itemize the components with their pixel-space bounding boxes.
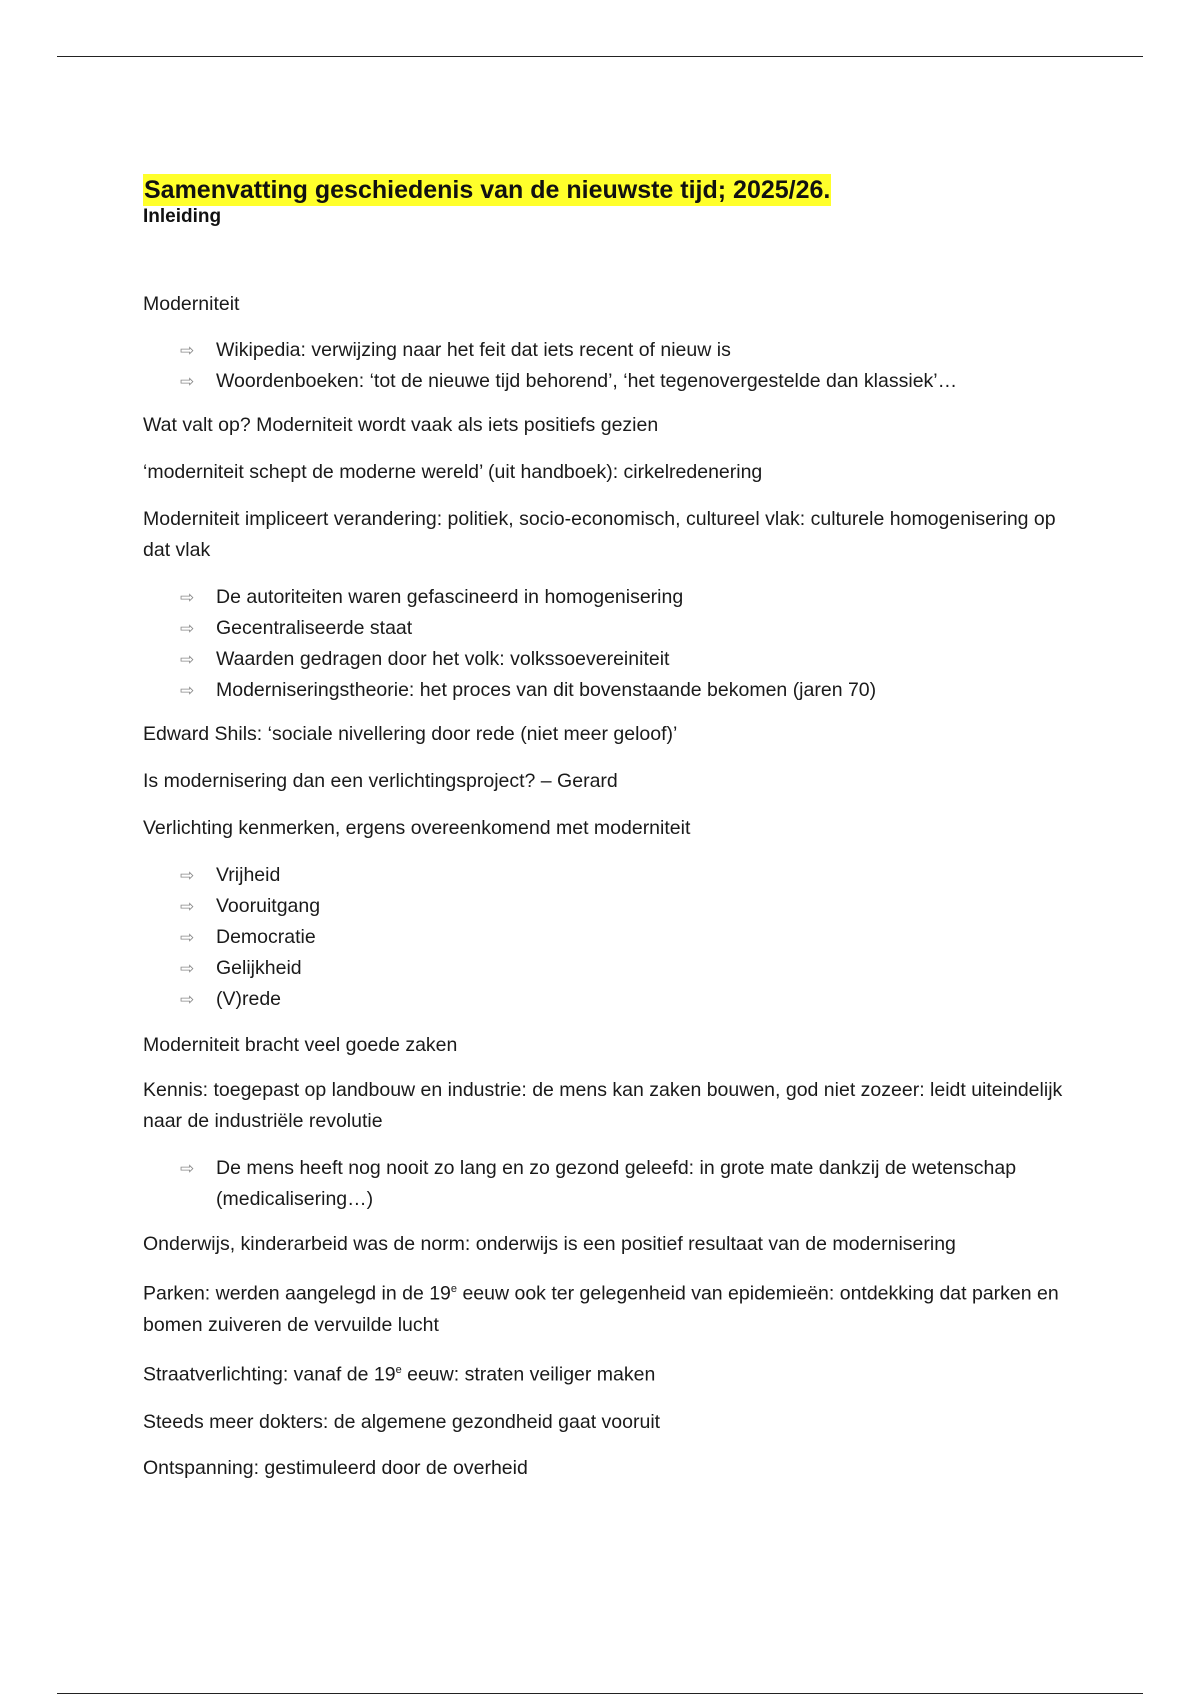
paragraph-parken: Parken: werden aangelegd in de 19e eeuw ook ter gelegenheid van epidemieën: ontdekking dat parken en bomen zuiveren de vervuilde lucht [143, 1282, 1059, 1336]
bullet-list-homogenisering [143, 582, 1063, 706]
footer-rule [57, 1693, 1143, 1694]
list-item: ⇨ (V)rede [143, 984, 1063, 1015]
list-item: ⇨ Gecentraliseerde staat [143, 613, 1063, 644]
paragraph: Steeds meer dokters: de algemene gezondheid gaat vooruit [143, 1411, 661, 1433]
right-arrow-icon: ⇨ [180, 897, 195, 916]
paragraph: Kennis: toegepast op landbouw en industrie: de mens kan zaken bouwen, god niet zozeer: leidt uiteindelijk naar de industriële revolutie [143, 1079, 1063, 1132]
list-item: ⇨ Gelijkheid [143, 953, 1063, 984]
right-arrow-icon: ⇨ [180, 619, 195, 638]
document-title: Samenvatting geschiedenis van de nieuwste tijd; 2025/26. [144, 176, 831, 204]
paragraph: Wat valt op? Moderniteit wordt vaak als iets positiefs gezien [143, 414, 659, 436]
list-item: ⇨ De mens heeft nog nooit zo lang en zo gezond geleefd: in grote mate dankzij de wetenschap (medicalisering…) [143, 1153, 1063, 1215]
bullet-list-kenmerken [143, 860, 1063, 1015]
paragraph: Edward Shils: ‘sociale nivellering door rede (niet meer geloof)’ [143, 723, 678, 745]
list-item: ⇨ Moderniseringstheorie: het proces van dit bovenstaande bekomen (jaren 70) [143, 675, 1063, 706]
section-heading: Inleiding [143, 206, 222, 227]
right-arrow-icon: ⇨ [180, 866, 195, 885]
document-body [143, 174, 1063, 1484]
list-item: ⇨ Vrijheid [143, 860, 1063, 891]
paragraph: Onderwijs, kinderarbeid was de norm: onderwijs is een positief resultaat van de modernisering [143, 1233, 956, 1255]
right-arrow-icon: ⇨ [180, 681, 195, 700]
paragraph: Is modernisering dan een verlichtingsproject? – Gerard [143, 770, 618, 792]
right-arrow-icon: ⇨ [180, 372, 195, 391]
paragraph: Verlichting kenmerken, ergens overeenkomend met moderniteit [143, 817, 691, 839]
paragraph-straatverlichting: Straatverlichting: vanaf de 19e eeuw: straten veiliger maken [143, 1363, 656, 1385]
bullet-list-gezondheid [143, 1153, 1063, 1215]
right-arrow-icon: ⇨ [180, 588, 195, 607]
paragraph: Moderniteit bracht veel goede zaken [143, 1034, 458, 1056]
paragraph: Ontspanning: gestimuleerd door de overheid [143, 1457, 528, 1479]
list-item: ⇨ Vooruitgang [143, 891, 1063, 922]
bullet-list-definitions [143, 335, 1063, 397]
right-arrow-icon: ⇨ [180, 959, 195, 978]
header-rule [57, 56, 1143, 57]
list-item: ⇨ Waarden gedragen door het volk: volkssoevereiniteit [143, 644, 1063, 675]
right-arrow-icon: ⇨ [180, 341, 195, 360]
right-arrow-icon: ⇨ [180, 928, 195, 947]
list-item: ⇨ Wikipedia: verwijzing naar het feit dat iets recent of nieuw is [143, 335, 1063, 366]
list-item: ⇨ De autoriteiten waren gefascineerd in homogenisering [143, 582, 1063, 613]
paragraph: ‘moderniteit schept de moderne wereld’ (uit handboek): cirkelredenering [143, 461, 763, 483]
right-arrow-icon: ⇨ [180, 990, 195, 1009]
list-item: ⇨ Woordenboeken: ‘tot de nieuwe tijd behorend’, ‘het tegenovergestelde dan klassiek’… [143, 366, 1063, 397]
title-line [143, 174, 1063, 206]
right-arrow-icon: ⇨ [180, 650, 195, 669]
paragraph: Moderniteit impliceert verandering: politiek, socio-economisch, cultureel vlak: culturele homogenisering op dat vlak [143, 508, 1056, 561]
paragraph-moderniteit: Moderniteit [143, 293, 240, 315]
list-item: ⇨ Democratie [143, 922, 1063, 953]
right-arrow-icon: ⇨ [180, 1159, 195, 1178]
